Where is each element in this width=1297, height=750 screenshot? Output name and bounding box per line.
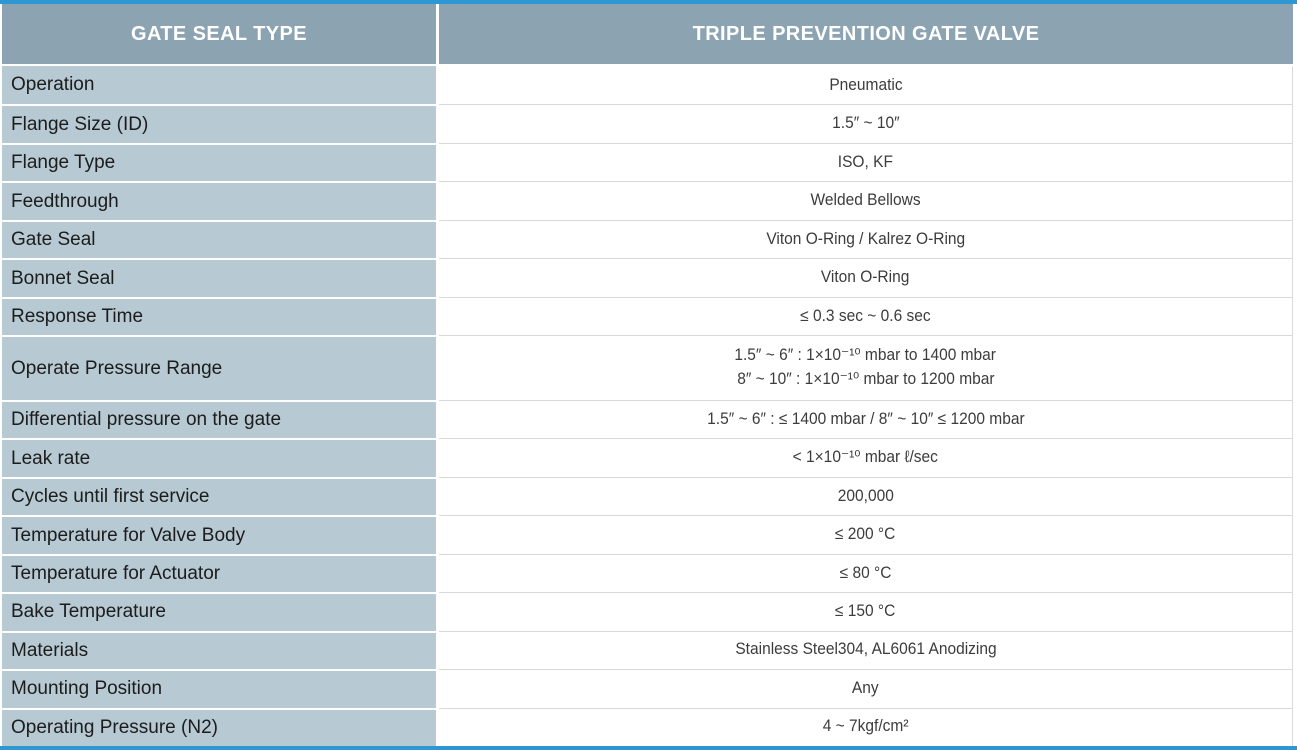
row-label-operating-pressure-n2: Operating Pressure (N2) (2, 708, 439, 746)
row-value-materials (439, 631, 1293, 669)
table-row (2, 104, 1293, 142)
row-label-leak-rate: Leak rate (2, 438, 439, 476)
table-header-row (2, 4, 1293, 66)
value-text-line-1: 1.5″ ~ 6″ : 1×10⁻¹⁰ mbar to 1400 mbar (734, 346, 997, 365)
row-label-operation: Operation (2, 66, 439, 104)
row-value-temp-valve-body (439, 515, 1293, 553)
table-row (2, 220, 1293, 258)
row-label-flange-size: Flange Size (ID) (2, 104, 439, 142)
table-row (2, 66, 1293, 104)
table-row (2, 297, 1293, 335)
row-value-operating-pressure-n2 (439, 708, 1293, 746)
row-label-differential-pressure: Differential pressure on the gate (2, 400, 439, 438)
value-text: Viton O-Ring (821, 268, 910, 287)
table-row (2, 554, 1293, 592)
value-text: 4 ~ 7kgf/cm² (822, 717, 909, 736)
table-row (2, 400, 1293, 438)
row-label-temp-valve-body: Temperature for Valve Body (2, 515, 439, 553)
value-text: Stainless Steel304, AL6061 Anodizing (734, 640, 997, 659)
value-text: Viton O-Ring / Kalrez O-Ring (766, 229, 965, 248)
row-value-flange-size (439, 104, 1293, 142)
row-label-bonnet-seal: Bonnet Seal (2, 258, 439, 296)
value-text: 200,000 (837, 486, 894, 505)
header-product-title: TRIPLE PREVENTION GATE VALVE (439, 4, 1293, 66)
value-text-line-2: 8″ ~ 10″ : 1×10⁻¹⁰ mbar to 1200 mbar (736, 370, 995, 389)
table-row (2, 181, 1293, 219)
table-row (2, 438, 1293, 476)
value-text: ≤ 200 °C (835, 525, 896, 544)
value-text: Welded Bellows (810, 191, 921, 210)
row-value-leak-rate (439, 438, 1293, 476)
spec-table (0, 4, 1297, 746)
row-label-temp-actuator: Temperature for Actuator (2, 554, 439, 592)
table-row (2, 477, 1293, 515)
value-text: 1.5″ ~ 6″ : ≤ 1400 mbar / 8″ ~ 10″ ≤ 1200 mbar (706, 409, 1025, 428)
row-value-mounting-position (439, 669, 1293, 707)
header-gate-seal-type: GATE SEAL TYPE (2, 4, 439, 66)
table-body (2, 66, 1293, 746)
row-value-cycles (439, 477, 1293, 515)
table-row (2, 592, 1293, 630)
table-row (2, 515, 1293, 553)
table-row (2, 143, 1293, 181)
value-text: ≤ 150 °C (835, 602, 896, 620)
table-row (2, 708, 1293, 746)
table-row (2, 258, 1293, 296)
row-value-bonnet-seal (439, 258, 1293, 296)
row-value-gate-seal (439, 220, 1293, 258)
value-text: ≤ 0.3 sec ~ 0.6 sec (800, 306, 931, 325)
value-text: < 1×10⁻¹⁰ mbar ℓ/sec (792, 448, 939, 467)
row-label-flange-type: Flange Type (2, 143, 439, 181)
row-label-operate-pressure-range: Operate Pressure Range (2, 335, 439, 400)
table-row (2, 631, 1293, 669)
row-value-feedthrough (439, 181, 1293, 219)
table-row (2, 669, 1293, 707)
row-value-differential-pressure (439, 400, 1293, 438)
value-text: ≤ 80 °C (839, 563, 892, 582)
row-label-gate-seal: Gate Seal (2, 220, 439, 258)
row-value-operate-pressure-range (439, 335, 1293, 400)
value-text: Any (852, 678, 879, 697)
bottom-accent-bar (0, 746, 1297, 750)
row-value-flange-type (439, 143, 1293, 181)
row-value-operation (439, 66, 1293, 104)
row-label-bake-temperature: Bake Temperature (2, 592, 439, 630)
row-label-feedthrough: Feedthrough (2, 181, 439, 219)
value-text: Pneumatic (828, 75, 903, 94)
row-label-mounting-position: Mounting Position (2, 669, 439, 707)
row-label-materials: Materials (2, 631, 439, 669)
table-row (2, 335, 1293, 400)
row-label-response-time: Response Time (2, 297, 439, 335)
value-text: 1.5″ ~ 10″ (831, 114, 900, 133)
row-value-temp-actuator (439, 554, 1293, 592)
row-value-bake-temperature (439, 592, 1293, 630)
row-value-response-time (439, 297, 1293, 335)
value-text: ISO, KF (837, 152, 894, 171)
row-label-cycles: Cycles until first service (2, 477, 439, 515)
